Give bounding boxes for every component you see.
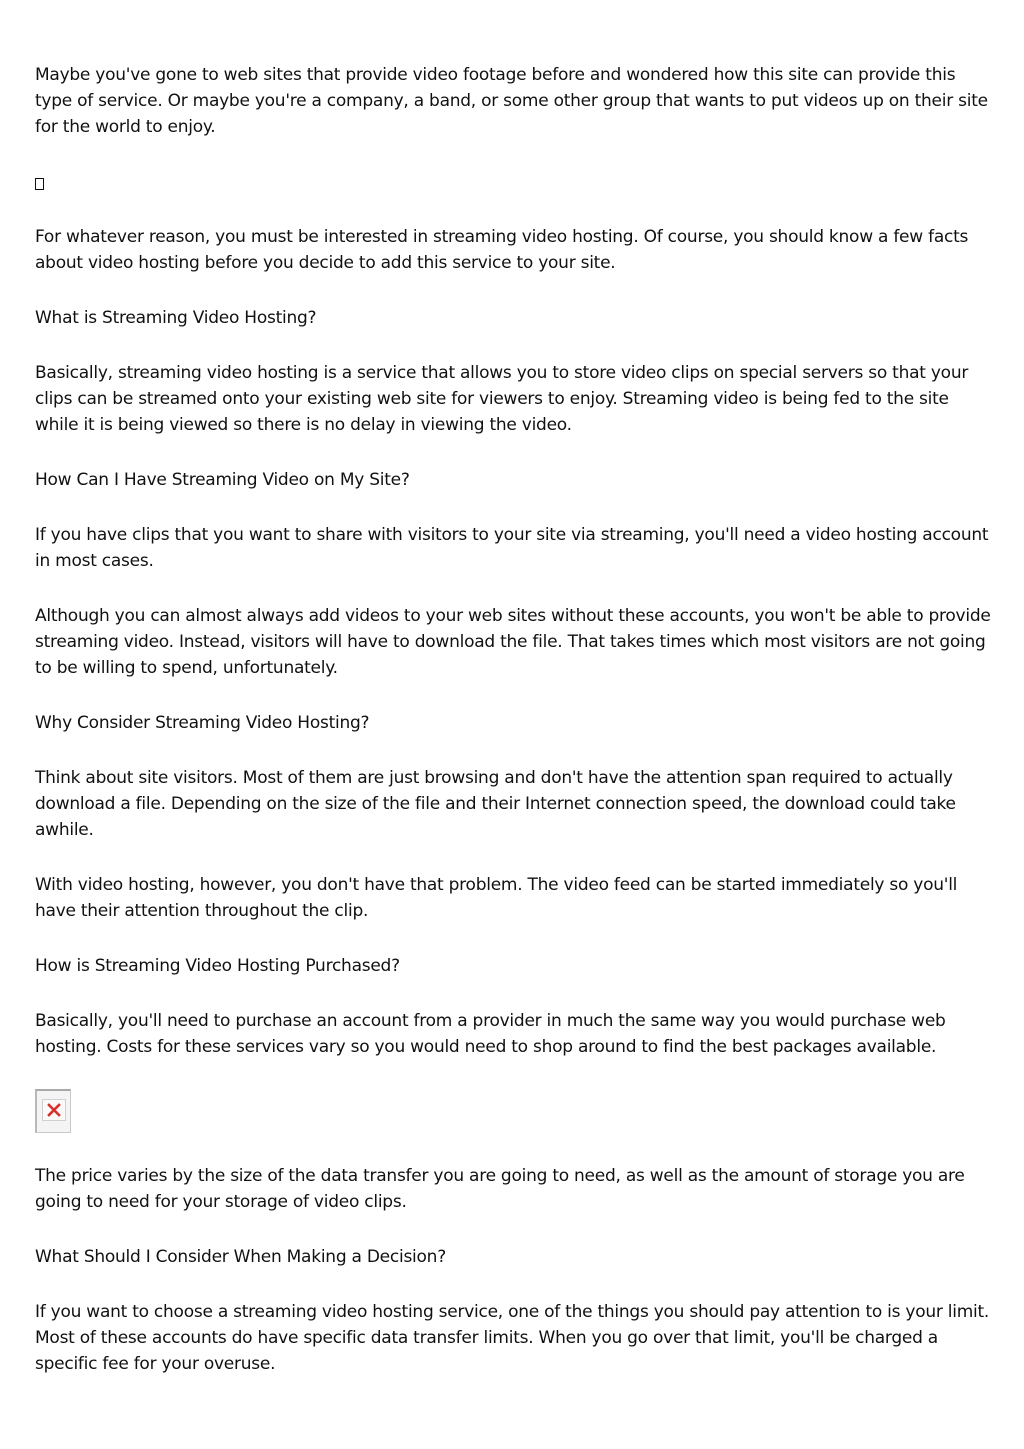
paragraph-definition: Basically, streaming video hosting is a service that allows you to store video clips on special servers so that your clips can be streamed onto your existing web site for viewers to enjoy. Streaming video is being fed to the site while it is being viewed so there is no delay in viewing the video.	[35, 363, 969, 435]
paragraph-limit: If you want to choose a streaming video hosting service, one of the things you should pay attention to is your limit. Most of these accounts do have specific data transfer limits. When you go over that limit, you'll be charged a specific fee for your overuse.	[35, 1302, 990, 1374]
paragraph-no-problem: With video hosting, however, you don't have that problem. The video feed can be started immediately so you'll have their attention throughout the clip.	[35, 875, 958, 921]
paragraph-account-needed: If you have clips that you want to share with visitors to your site via streaming, you'll need a video hosting account in most cases.	[35, 525, 989, 571]
missing-glyph-icon	[35, 169, 995, 195]
paragraph-intro: Maybe you've gone to web sites that provide video footage before and wondered how this site can provide this type of service. Or maybe you're a company, a band, or some other group that wants to put videos up on their site for the world to enjoy.	[35, 65, 988, 137]
paragraph-purchase: Basically, you'll need to purchase an account from a provider in much the same way you would purchase web hosting. Costs for these services vary so you would need to shop around to find the best packages available.	[35, 1011, 946, 1057]
paragraph-download: Although you can almost always add videos to your web sites without these accounts, you won't be able to provide streaming video. Instead, visitors will have to download the file. That takes times which most visitors are not going to be willing to spend, unfortunately.	[35, 606, 991, 678]
article-body	[35, 62, 995, 1377]
paragraph-site-visitors: Think about site visitors. Most of them are just browsing and don't have the attention span required to actually download a file. Depending on the size of the file and their Internet connection speed, the download could take awhile.	[35, 768, 956, 840]
heading-how-purchased: How is Streaming Video Hosting Purchased?	[35, 956, 400, 976]
paragraph-reason: For whatever reason, you must be interested in streaming video hosting. Of course, you should know a few facts about video hosting before you decide to add this service to your site.	[35, 227, 969, 273]
heading-what-is: What is Streaming Video Hosting?	[35, 308, 317, 328]
heading-why-consider: Why Consider Streaming Video Hosting?	[35, 713, 370, 733]
broken-image-icon	[35, 1089, 71, 1133]
heading-decision: What Should I Consider When Making a Decision?	[35, 1247, 446, 1267]
paragraph-price: The price varies by the size of the data transfer you are going to need, as well as the amount of storage you are going to need for your storage of video clips.	[35, 1166, 965, 1212]
heading-how-can-i: How Can I Have Streaming Video on My Site?	[35, 470, 410, 490]
